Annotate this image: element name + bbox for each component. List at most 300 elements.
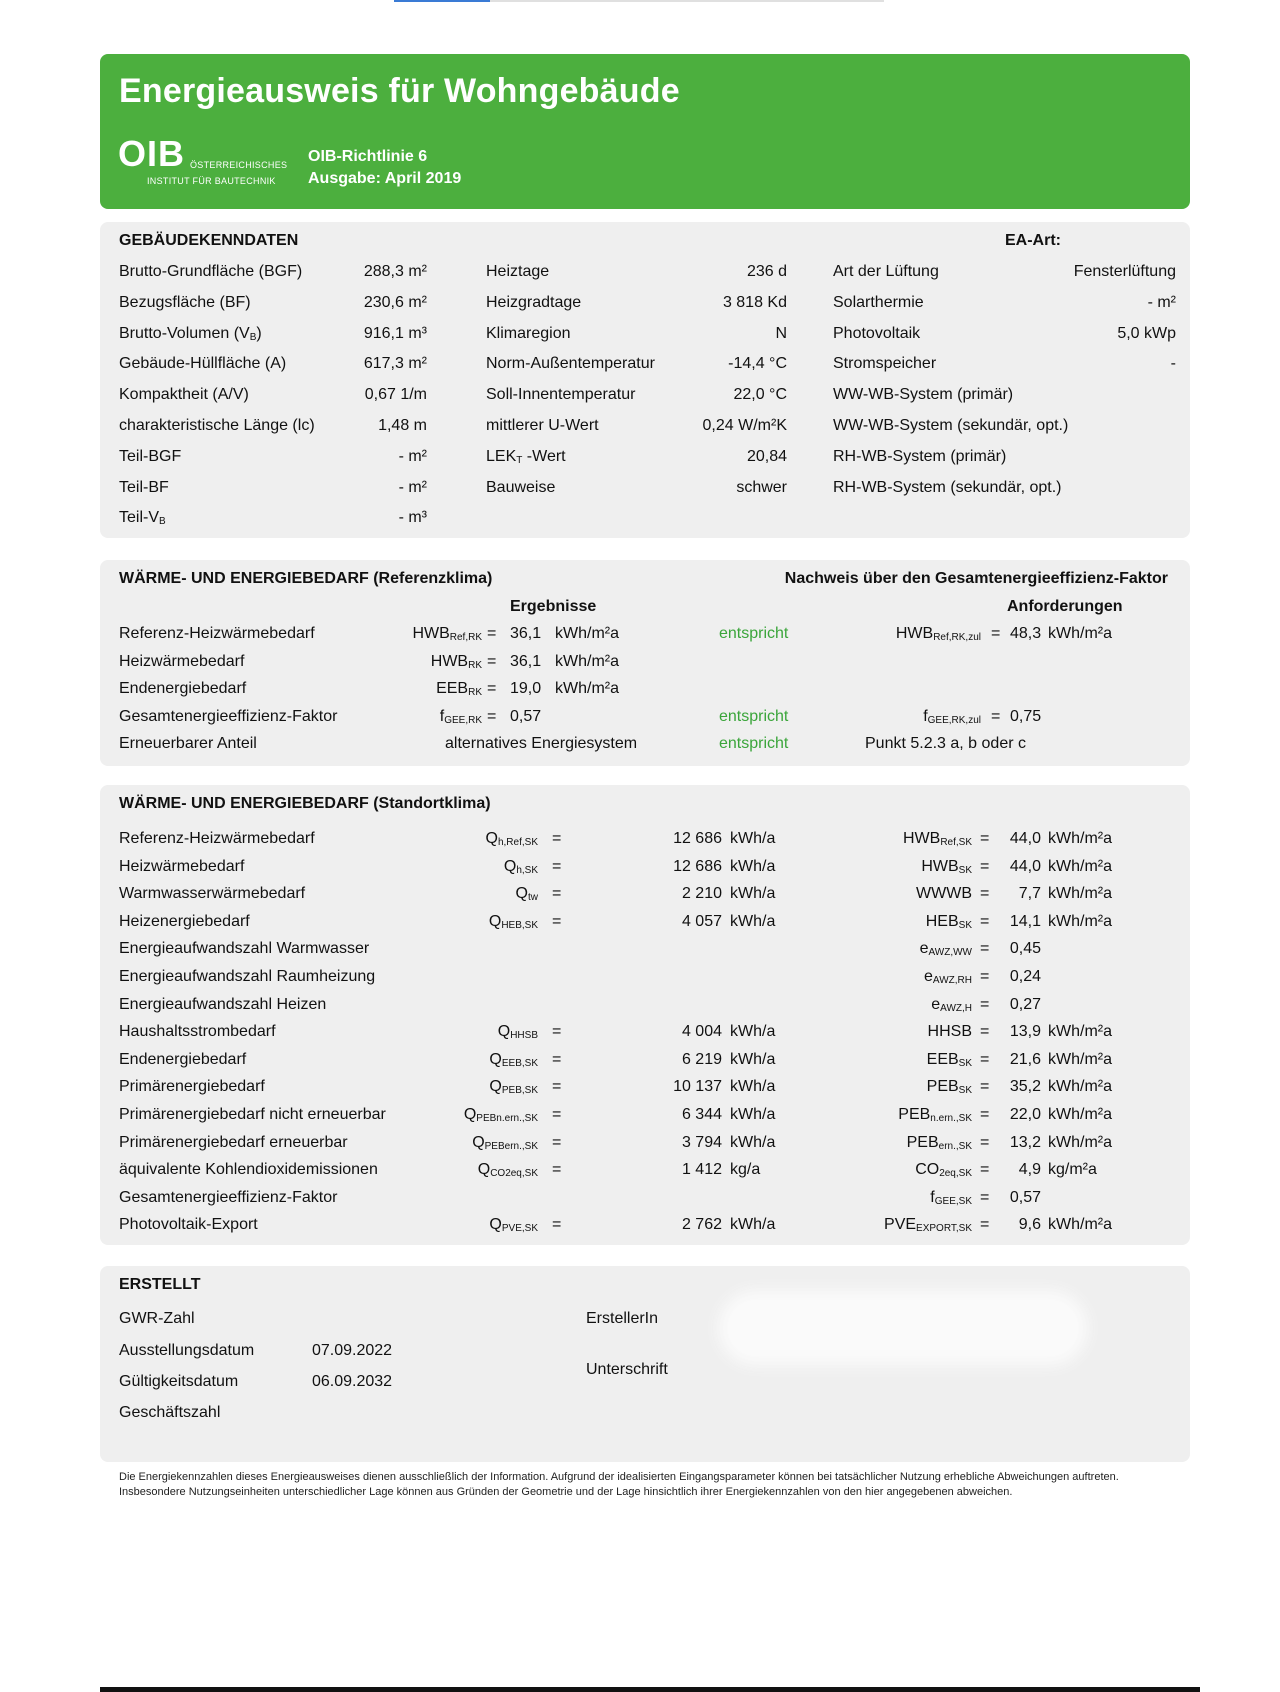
building-data-value: 0,67 1/m [364,386,427,404]
label-suffix: ) [256,324,262,342]
site-row-q-unit: kWh/a [730,1133,776,1151]
symbol-subscript: GEE,RK [444,714,482,726]
ref-row-symbol [440,708,482,726]
label-text: Bauweise [486,478,556,496]
equals-sign: = [980,995,990,1013]
site-row-s-value: 0,24 [1009,968,1041,985]
symbol-main: HHSB [927,1023,972,1041]
ref-row-value: 0,57 [510,707,542,725]
requirement-symbol [896,625,981,643]
building-data-value: schwer [736,478,787,496]
site-row-s-value: 0,27 [1009,995,1041,1013]
site-row-label: Referenz-Heizwärmebedarf [119,830,315,847]
site-row-q-symbol [489,1051,538,1069]
site-row-q-unit: kWh/a [730,857,776,875]
section-heading: WÄRME- UND ENERGIEBEDARF (Referenzklima) [119,570,493,587]
ref-row-value: 36,1 [510,625,542,642]
site-row-q-unit: kWh/a [730,1078,776,1096]
site-row-s-symbol [931,996,972,1014]
site-row-s-symbol [884,1216,972,1234]
site-row-s-value: 0,57 [1009,1188,1041,1206]
site-row-label: Primärenergiebedarf erneuerbar [119,1133,348,1151]
site-row-q-symbol [486,830,538,848]
building-data-label [486,386,635,404]
symbol-main: PVE [884,1216,917,1234]
site-row-s-value: 22,0 [1009,1106,1041,1123]
symbol-main: HEB [925,912,959,930]
label-suffix: -Wert [522,447,566,465]
ref-row-symbol [436,680,482,698]
site-row-s-unit: kWh/m²a [1048,830,1112,847]
symbol-subscript: EEB,SK [501,1057,538,1069]
ref-row-value: 36,1 [510,652,542,670]
label-text: Teil-V [119,509,160,527]
site-row-q-unit: kWh/a [730,1106,776,1123]
symbol-main: Q [472,1133,485,1151]
label-text: Soll-Innentemperatur [486,386,636,404]
site-row-q-unit: kWh/a [730,1050,776,1068]
site-row-q-unit: kg/a [730,1161,761,1179]
symbol-main: Q [463,1106,477,1123]
label-text: Gebäude-Hüllfläche (A) [119,355,287,373]
issue-date-label: Ausstellungsdatum [119,1342,255,1359]
symbol-main: e [924,968,933,985]
site-row-label: Heizwärmebedarf [119,857,245,875]
building-data-value: 20,84 [746,447,787,465]
renewable-value: alternatives Energiesystem [445,735,638,752]
equals-sign: = [980,1133,990,1151]
equals-sign: = [991,707,1001,725]
site-row-s-symbol [930,1189,972,1207]
status-entspricht: entspricht [719,625,789,642]
building-data-value: 3 818 Kd [722,293,787,311]
site-row-q-value: 10 137 [673,1078,722,1096]
symbol-main: WWWB [916,885,972,903]
building-data-value: Fensterlüftung [1073,263,1176,280]
label-text: charakteristische Länge (lc) [119,417,315,434]
site-row-s-unit: kWh/m²a [1048,1078,1112,1096]
label-text: Brutto-Volumen (V [119,324,250,342]
symbol-subscript: SK [958,1085,972,1097]
symbol-main: Q [515,885,528,903]
equals-sign: = [552,1050,562,1068]
building-data-label [486,479,555,497]
building-data-label: Solarthermie [833,293,924,311]
requirement-value: 0,75 [1010,707,1042,725]
site-row-s-unit: kWh/m²a [1048,1106,1112,1123]
building-data-label [486,325,570,343]
symbol-main: HWB [412,625,450,642]
symbol-subscript: PVE,SK [501,1223,538,1235]
site-row-s-value: 13,2 [1009,1133,1041,1151]
section-heading: WÄRME- UND ENERGIEBEDARF (Standortklima) [119,795,491,812]
building-data-label [119,355,286,373]
valid-date-value: 06.09.2032 [312,1373,393,1390]
building-data-label: Stromspeicher [833,355,937,373]
building-data-label: RH-WB-System (sekundär, opt.) [833,478,1062,496]
building-data-label [486,355,655,373]
site-row-s-value: 44,0 [1009,830,1041,847]
label-text: Teil-BGF [119,447,182,465]
symbol-main: Q [489,1078,502,1096]
site-row-s-symbol [907,1134,972,1152]
site-row-label: Gesamtenergieeffizienz-Faktor [119,1188,338,1206]
label-text: Heizgradtage [486,293,582,311]
site-row-q-symbol [489,1216,538,1234]
proof-heading: Nachweis über den Gesamtenergieeffizienz-Faktor [784,570,1168,587]
building-data-label: RH-WB-System (primär) [833,447,1007,465]
issue-date-value: 07.09.2022 [312,1342,393,1359]
guideline-info: OIB-Richtlinie 6 Ausgabe: April 2019 [308,148,462,187]
site-row-q-symbol [489,913,538,931]
site-row-s-unit: kWh/m²a [1048,1216,1112,1234]
building-data-panel [100,222,1190,538]
redacted-signature [728,1300,1078,1356]
symbol-subscript: RK [468,659,482,671]
equals-sign: = [552,885,562,903]
site-row-label: Energieaufwandszahl Heizen [119,995,327,1013]
equals-sign: = [552,1023,562,1041]
equals-sign: = [552,1216,562,1234]
status-entspricht: entspricht [719,707,789,725]
section-heading: ERSTELLT [119,1276,201,1293]
equals-sign: = [980,1188,990,1206]
label-text: LEK [486,447,517,465]
ref-row-symbol [412,625,482,643]
symbol-subscript: Ref,SK [940,837,972,848]
building-data-label [119,479,169,497]
site-row-s-symbol [915,1161,972,1179]
site-row-s-value: 13,9 [1009,1023,1041,1041]
building-data-label [486,448,566,466]
symbol-subscript: SK [958,864,972,876]
site-row-q-value: 3 794 [681,1133,722,1151]
reference-climate-panel [100,560,1190,766]
building-data-label: WW-WB-System (sekundär, opt.) [833,417,1069,434]
valid-date-label: Gültigkeitsdatum [119,1373,239,1390]
reference-number-label: Geschäftszahl [119,1404,221,1421]
label-subscript: B [159,516,166,528]
ref-row-label: Heizwärmebedarf [119,652,245,670]
ref-row-unit: kWh/m²a [555,680,619,697]
symbol-main: Q [489,1216,502,1234]
equals-sign: = [552,857,562,875]
symbol-subscript: PEB,SK [501,1085,538,1097]
site-row-s-unit: kWh/m²a [1048,1023,1112,1041]
ref-row-label: Gesamtenergieeffizienz-Faktor [119,707,338,725]
ref-row-unit: kWh/m²a [555,625,619,642]
site-row-s-unit: kWh/m²a [1048,1133,1112,1151]
site-row-label: äquivalente Kohlendioxidemissionen [119,1161,378,1179]
label-text: Norm-Außentemperatur [486,355,655,373]
symbol-subscript: AWZ,WW [928,947,972,959]
symbol-subscript: 2eq,SK [939,1168,972,1180]
requirement-symbol [923,708,981,726]
building-data-label [486,263,549,281]
ea-type-label: EA-Art: [1005,232,1061,249]
label-text: Brutto-Grundfläche (BGF) [119,263,303,280]
site-row-s-symbol [927,1078,972,1096]
building-data-value: 5,0 kWp [1117,324,1176,342]
site-row-q-unit: kWh/a [730,830,776,847]
symbol-subscript: h,Ref,SK [497,837,538,848]
symbol-subscript: n.ern.,SK [930,1113,972,1124]
symbol-subscript: CO2eq,SK [490,1168,538,1180]
symbol-subscript: PEBern.,SK [484,1140,538,1152]
symbol-main: Q [485,830,498,847]
equals-sign: = [980,1161,990,1179]
symbol-subscript: tw [528,892,538,904]
symbol-main: Q [503,857,517,875]
building-data-value: 22,0 °C [733,386,787,404]
symbol-main: PEB [926,1078,959,1096]
symbol-subscript: PEBn.ern.,SK [476,1113,538,1124]
label-text: Bezugsfläche (BF) [119,293,251,311]
equals-sign: = [980,1023,990,1041]
building-data-value: - m² [398,478,427,496]
document-title: Energieausweis für Wohngebäude [119,72,680,110]
site-row-s-unit: kWh/m²a [1048,885,1112,903]
building-data-value: 0,24 W/m²K [702,417,787,434]
site-row-label: Primärenergiebedarf [119,1078,265,1096]
building-data-label [119,417,315,435]
site-row-s-unit: kg/m²a [1048,1161,1097,1179]
site-row-label: Endenergiebedarf [119,1050,247,1068]
building-data-value: 230,6 m² [363,293,427,311]
site-row-s-symbol [924,968,972,986]
equals-sign: = [980,830,990,847]
site-row-label: Haushaltsstrombedarf [119,1023,276,1041]
symbol-main: HWB [921,857,959,875]
building-data-value: - m² [1147,293,1176,311]
site-row-s-unit: kWh/m²a [1048,1050,1112,1068]
site-row-s-symbol [921,858,972,876]
site-row-s-unit: kWh/m²a [1048,912,1112,930]
building-data-label [119,386,249,404]
site-row-s-value: 7,7 [1018,885,1041,903]
symbol-subscript: h,SK [516,864,538,876]
symbol-subscript: AWZ,RH [932,975,972,986]
site-row-q-symbol [516,885,538,903]
section-heading: GEBÄUDEKENNDATEN [119,232,299,249]
building-data-label [119,448,181,466]
site-row-q-symbol [504,858,538,876]
site-row-q-symbol [498,1023,538,1041]
symbol-main: CO [915,1161,940,1179]
site-row-q-symbol [464,1106,538,1124]
equals-sign: = [487,680,497,697]
symbol-subscript: Ref,RK [449,632,482,643]
building-data-label: WW-WB-System (primär) [833,386,1014,404]
equals-sign: = [552,1106,562,1123]
site-row-label: Heizenergiebedarf [119,912,250,930]
symbol-main: Q [477,1161,491,1179]
symbol-main: HWB [430,652,469,670]
site-row-q-value: 4 057 [681,912,722,930]
symbol-main: EEB [436,680,469,697]
equals-sign: = [980,885,990,903]
label-subscript: T [516,454,523,466]
building-data-value: 1,48 m [378,417,427,434]
symbol-subscript: EXPORT,SK [916,1223,972,1235]
equals-sign: = [487,625,497,642]
equals-sign: = [980,1106,990,1123]
site-row-label: Energieaufwandszahl Raumheizung [119,968,376,985]
equals-sign: = [980,1078,990,1096]
label-text: Klimaregion [486,324,571,342]
ref-row-label: Referenz-Heizwärmebedarf [119,625,315,642]
author-label: ErstellerIn [586,1310,659,1327]
footnote: Die Energiekennzahlen dieses Energieausweises dienen ausschließlich der Information. Aufgrund der idealisierten Eingangsparameter können bei tatsächlicher Nutzung erhebliche Abweichungen auftreten. Insbesondere Nutzungseinheiten unterschiedlicher Lage können aus Gründen der Geometrie und der Lage hinsichtlich ihrer Energiekennzahlen von den hier angegebenen abweichen. [119,1471,1119,1498]
renewable-label: Erneuerbarer Anteil [119,735,257,752]
renewable-requirement: Punkt 5.2.3 a, b oder c [865,735,1026,752]
building-data-label [486,417,599,435]
building-data-label [119,325,262,343]
equals-sign: = [991,625,1001,642]
equals-sign: = [980,940,990,958]
equals-sign: = [487,707,497,725]
ref-row-label: Endenergiebedarf [119,680,247,697]
site-row-label: Energieaufwandszahl Warmwasser [119,940,370,958]
equals-sign: = [552,830,562,847]
equals-sign: = [980,1050,990,1068]
ref-row-value: 19,0 [510,680,542,697]
site-row-q-unit: kWh/a [730,912,776,930]
equals-sign: = [552,1078,562,1096]
page-bottom-rule [100,1687,1200,1692]
symbol-main: EEB [926,1050,959,1068]
site-row-s-symbol [927,1051,972,1069]
site-row-label: Photovoltaik-Export [119,1216,258,1234]
site-row-s-symbol [920,940,972,958]
building-data-value: - [1170,355,1176,373]
building-data-value: 236 d [746,263,787,280]
symbol-subscript: HHSB [510,1030,538,1042]
site-row-s-value: 44,0 [1009,857,1041,875]
signature-label: Unterschrift [586,1361,668,1378]
site-row-q-value: 2 210 [681,885,722,903]
symbol-main: HWB [895,625,934,642]
symbol-subscript: RK [468,687,482,698]
label-subscript: B [249,331,257,343]
symbol-main: Q [497,1023,511,1041]
site-row-q-value: 1 412 [681,1161,722,1179]
label-text: mittlerer U-Wert [486,417,599,434]
site-row-q-unit: kWh/a [730,885,776,903]
building-data-label [486,294,581,312]
building-data-label [119,509,166,527]
ref-row-unit: kWh/m²a [555,652,619,670]
site-row-s-value: 35,2 [1009,1078,1041,1096]
requirements-heading: Anforderungen [1007,598,1123,615]
site-row-q-symbol [478,1161,538,1179]
symbol-main: e [931,995,941,1013]
equals-sign: = [487,652,497,670]
site-row-q-unit: kWh/a [730,1216,776,1234]
symbol-main: PEB [906,1133,939,1151]
building-data-value: -14,4 °C [728,355,787,373]
site-row-q-value: 2 762 [681,1216,722,1234]
equals-sign: = [980,912,990,930]
equals-sign: = [980,1216,990,1234]
created-panel [100,1266,1190,1462]
site-row-label: Warmwasserwärmebedarf [119,885,306,903]
requirement-unit: kWh/m²a [1048,625,1112,642]
building-data-label: Photovoltaik [833,324,921,342]
site-row-q-unit: kWh/a [730,1023,776,1041]
site-row-q-value: 4 004 [681,1023,722,1041]
site-row-label: Primärenergiebedarf nicht erneuerbar [119,1106,386,1123]
site-row-s-symbol [916,885,972,903]
equals-sign: = [552,912,562,930]
site-row-s-value: 0,45 [1009,940,1041,958]
symbol-subscript: GEE,RK,zul [927,714,981,726]
results-heading: Ergebnisse [510,598,597,615]
site-row-q-value: 6 219 [681,1050,722,1068]
symbol-main: Q [488,912,502,930]
equals-sign: = [552,1161,562,1179]
site-row-q-symbol [489,1078,538,1096]
building-data-value: N [775,324,787,342]
symbol-subscript: AWZ,H [940,1002,972,1014]
building-data-label [119,294,251,312]
building-data-value: 916,1 m³ [363,324,427,342]
equals-sign: = [552,1133,562,1151]
document-header: Energieausweis für Wohngebäude OIB ÖSTERREICHISCHES INSTITUT FÜR BAUTECHNIK OIB-Richtlinie 6 Ausgabe: April 2019 [100,54,1190,209]
symbol-subscript: SK [958,919,972,931]
site-row-s-value: 4,9 [1018,1161,1041,1179]
site-row-s-symbol [926,913,972,931]
top-progress-bar [394,0,884,2]
site-row-q-value: 12 686 [673,830,722,847]
site-row-s-value: 14,1 [1009,912,1041,930]
building-data-value: - m³ [398,509,427,527]
site-row-q-value: 12 686 [673,857,722,875]
symbol-main: f [930,1188,935,1206]
equals-sign: = [980,968,990,985]
gwr-label: GWR-Zahl [119,1310,195,1327]
symbol-subscript: GEE,SK [934,1195,972,1207]
symbol-main: PEB [898,1106,931,1123]
symbol-main: f [923,707,928,725]
site-climate-panel [100,785,1190,1245]
label-text: Teil-BF [119,478,169,496]
site-row-s-symbol [928,1023,972,1041]
equals-sign: = [980,857,990,875]
label-text: Heiztage [486,263,550,280]
site-row-s-symbol [903,830,972,848]
site-row-s-unit: kWh/m²a [1048,857,1112,875]
symbol-main: e [919,940,929,958]
building-data-label: Art der Lüftung [833,263,939,280]
building-data-label [119,263,302,281]
site-row-q-value: 6 344 [681,1106,722,1123]
site-row-s-value: 9,6 [1018,1216,1041,1234]
symbol-subscript: HEB,SK [501,919,538,931]
symbol-subscript: Ref,RK,zul [933,632,981,643]
label-text: Kompaktheit (A/V) [119,386,249,404]
symbol-subscript: ern.,SK [938,1140,972,1152]
symbol-main: f [439,707,445,725]
ref-row-symbol [431,653,482,671]
site-row-s-value: 21,6 [1009,1050,1041,1068]
site-row-q-symbol [472,1134,538,1152]
status-entspricht: entspricht [719,735,789,752]
symbol-main: Q [489,1050,502,1068]
symbol-main: HWB [902,830,941,847]
building-data-value: - m² [398,447,427,465]
requirement-value: 48,3 [1010,625,1042,642]
